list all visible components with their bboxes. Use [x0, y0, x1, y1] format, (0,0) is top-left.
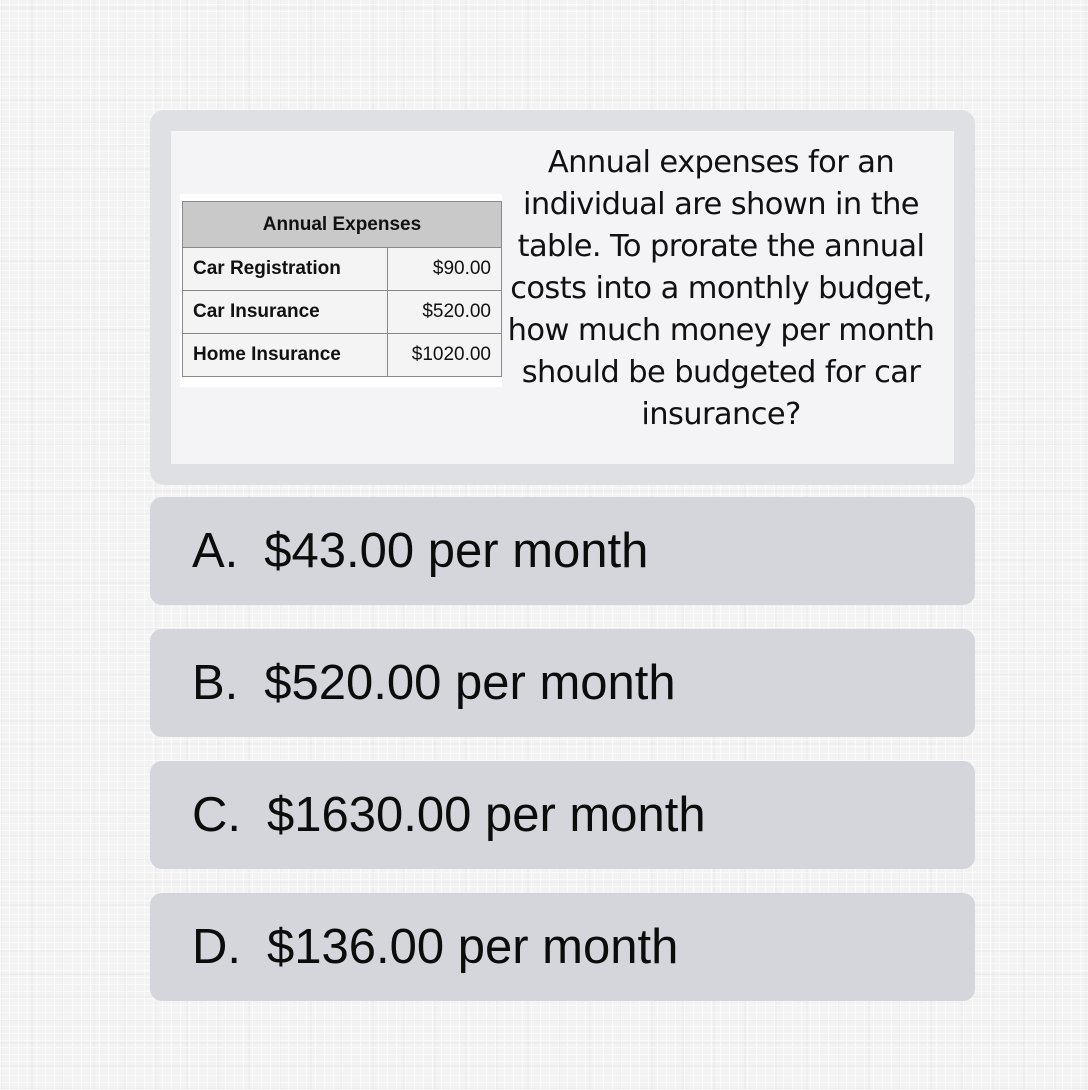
question-card — [150, 110, 975, 485]
choice-label: $136.00 per month — [267, 920, 679, 974]
choice-letter: B. — [192, 656, 239, 710]
expense-label: Car Insurance — [183, 291, 388, 334]
answer-choice-c[interactable] — [150, 761, 975, 869]
question-content — [171, 131, 954, 464]
choice-letter: C. — [192, 788, 241, 842]
choice-label: $520.00 per month — [264, 656, 676, 710]
choice-label: $1630.00 per month — [267, 788, 706, 842]
table-row — [183, 291, 502, 334]
choice-content — [192, 629, 676, 737]
choice-label: $43.00 per month — [264, 524, 649, 578]
table-row — [183, 248, 502, 291]
question-text: Annual expenses for an individual are shown in the table. To prorate the annual costs into a monthly budget, how much money per month should be budgeted for car insurance? — [507, 145, 935, 432]
choice-letter: D. — [192, 920, 241, 974]
table-title: Annual Expenses — [183, 202, 502, 248]
expense-amount: $1020.00 — [388, 334, 502, 377]
choice-content — [192, 893, 678, 1001]
choice-content — [192, 761, 706, 869]
expense-amount: $90.00 — [388, 248, 502, 291]
choice-letter: A. — [192, 524, 239, 578]
answer-choice-b[interactable] — [150, 629, 975, 737]
answer-choice-a[interactable] — [150, 497, 975, 605]
table-header-row — [183, 202, 502, 248]
expense-amount: $520.00 — [388, 291, 502, 334]
table-row — [183, 334, 502, 377]
expense-label: Car Registration — [183, 248, 388, 291]
expense-table — [182, 201, 502, 377]
expense-table-image — [180, 194, 502, 387]
choice-content — [192, 497, 648, 605]
expense-label: Home Insurance — [183, 334, 388, 377]
answer-choice-d[interactable] — [150, 893, 975, 1001]
